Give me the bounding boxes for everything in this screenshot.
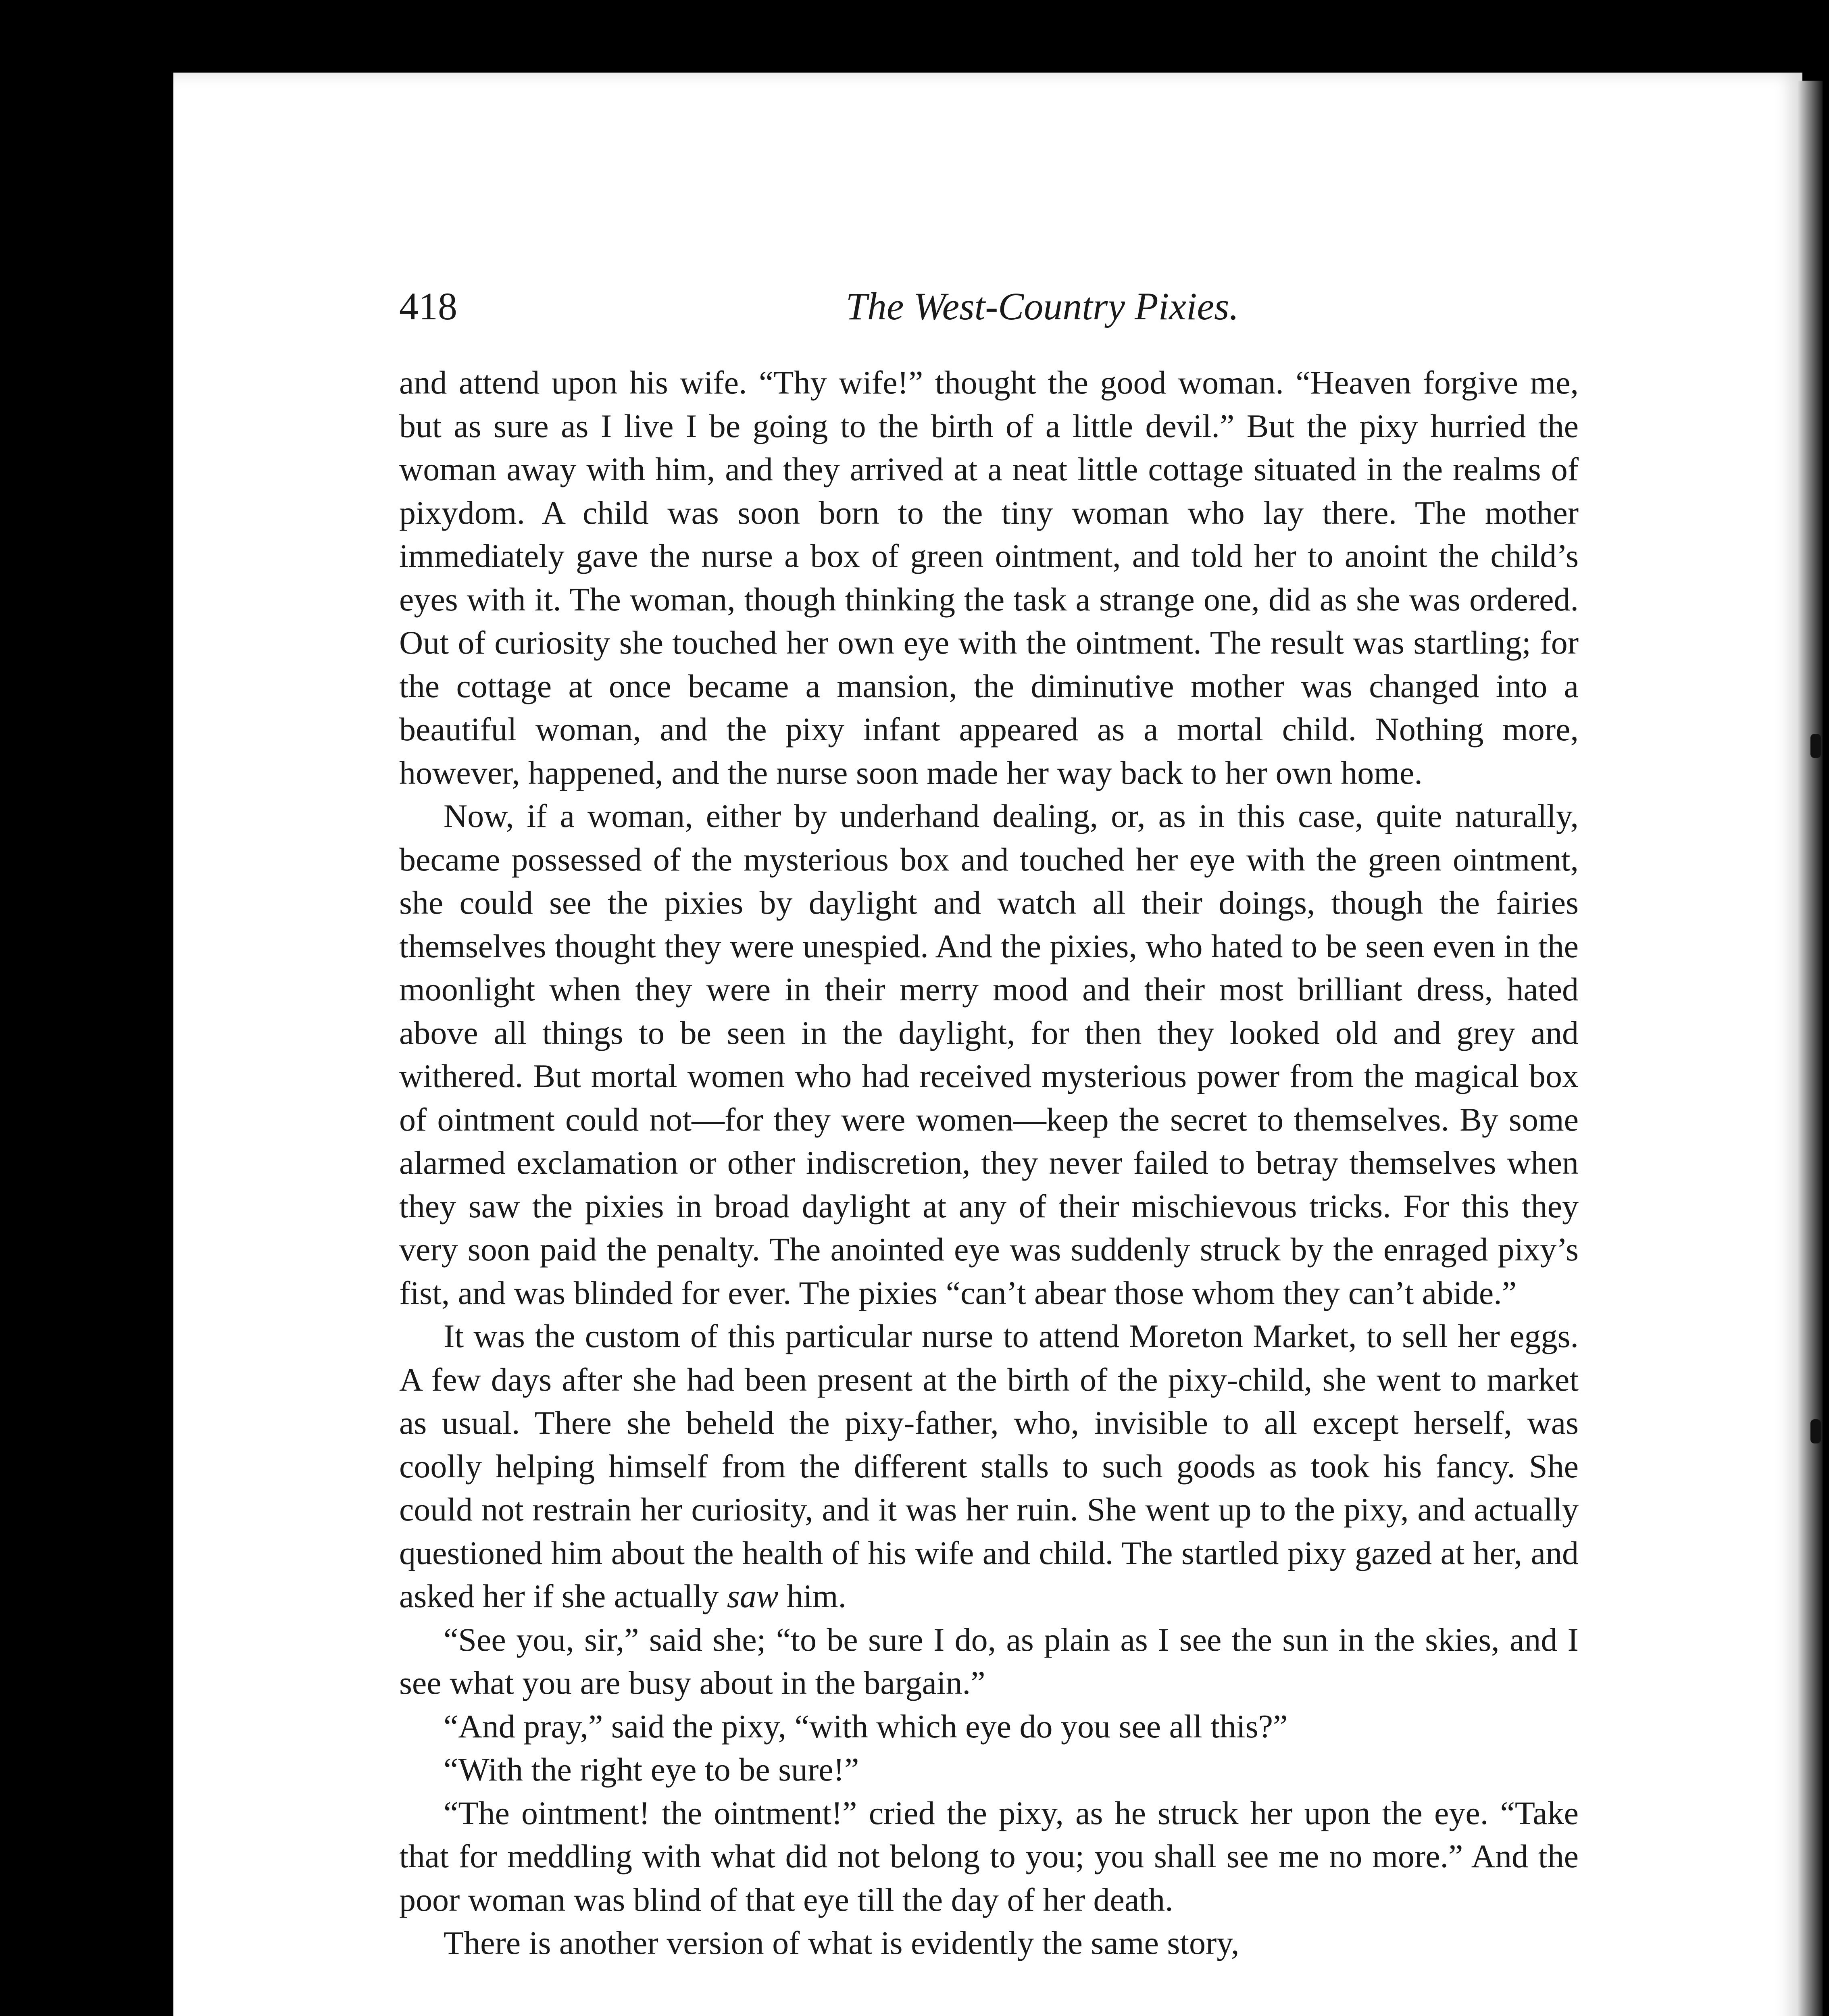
body-text [399, 361, 1579, 1965]
paragraph: There is another version of what is evidently the same story, [444, 1924, 1239, 1961]
paragraph-text: him. [778, 1578, 847, 1614]
paragraph-text: It was the custom of this particular nurse to attend Moreton Market, to sell her eggs. A few days after she had been present at the birth of the pixy-child, she went to market as usual. There she beheld the pixy-father, who, invisible to all except herself, was coolly helping himself from the different stalls to such goods as took his fancy. She could not restrain her curiosity, and it was her ruin. She went up to the pixy, and actually questioned him about the health of his wife and child. The startled pixy gazed at her, and asked her if she actually [399, 1318, 1579, 1614]
page-header [399, 278, 1605, 335]
page-gutter-edge [1798, 81, 1823, 2016]
paragraph: and attend upon his wife. “Thy wife!” thought the good woman. “Heaven forgive me, but as sure as I live I be going to the birth of a little devil.” But the pixy hurried the woman away with him, and they arrived at a neat little cottage situated in the realms of pixydom. A child was soon born to the tiny woman who lay there. The mother immediately gave the nurse a box of green ointment, and told her to anoint the child’s eyes with it. The woman, though thinking the task a strange one, did as she was ordered. Out of curiosity she touched her own eye with the ointment. The result was startling; for the cottage at once became a mansion, the diminutive mother was changed into a beautiful woman, and the pixy infant appeared as a mortal child. Nothing more, however, happened, and the nurse soon made her way back to her own home. [399, 364, 1579, 791]
paragraph: “With the right eye to be sure!” [444, 1751, 859, 1788]
scan-edge-mark [1810, 734, 1821, 758]
running-title: The West-Country Pixies. [846, 285, 1239, 328]
paragraph: “And pray,” said the pixy, “with which eye do you see all this?” [444, 1708, 1288, 1745]
italic-word: saw [727, 1578, 779, 1614]
scan-edge-mark [1810, 1419, 1821, 1443]
paragraph: “See you, sir,” said she; “to be sure I do, as plain as I see the sun in the skies, and I see what you are busy about in the bargain.” [399, 1621, 1579, 1701]
paragraph: “The ointment! the ointment!” cried the pixy, as he struck her upon the eye. “Take that for meddling with what did not belong to you; you shall see me no more.” And the poor woman was blind of that eye till the day of her death. [399, 1794, 1579, 1918]
paragraph: Now, if a woman, either by underhand dealing, or, as in this case, quite naturally, became possessed of the mysterious box and touched her eye with the green ointment, she could see the pixies by daylight and watch all their doings, though the fairies themselves thought they were unespied. And the pixies, who hated to be seen even in the moonlight when they were in their merry mood and their most brilliant dress, hated above all things to be seen in the daylight, for then they looked old and grey and withered. But mortal women who had received mysterious power from the magical box of ointment could not—for they were women—keep the secret to themselves. By some alarmed exclamation or other indiscretion, they never failed to betray themselves when they saw the pixies in broad daylight at any of their mischievous tricks. For this they very soon paid the penalty. The anointed eye was suddenly struck by the enraged pixy’s fist, and was blinded for ever. The pixies “can’t abear those whom they can’t abide.” [399, 798, 1579, 1311]
page-number: 418 [399, 285, 457, 328]
paragraph [399, 1314, 1579, 1618]
